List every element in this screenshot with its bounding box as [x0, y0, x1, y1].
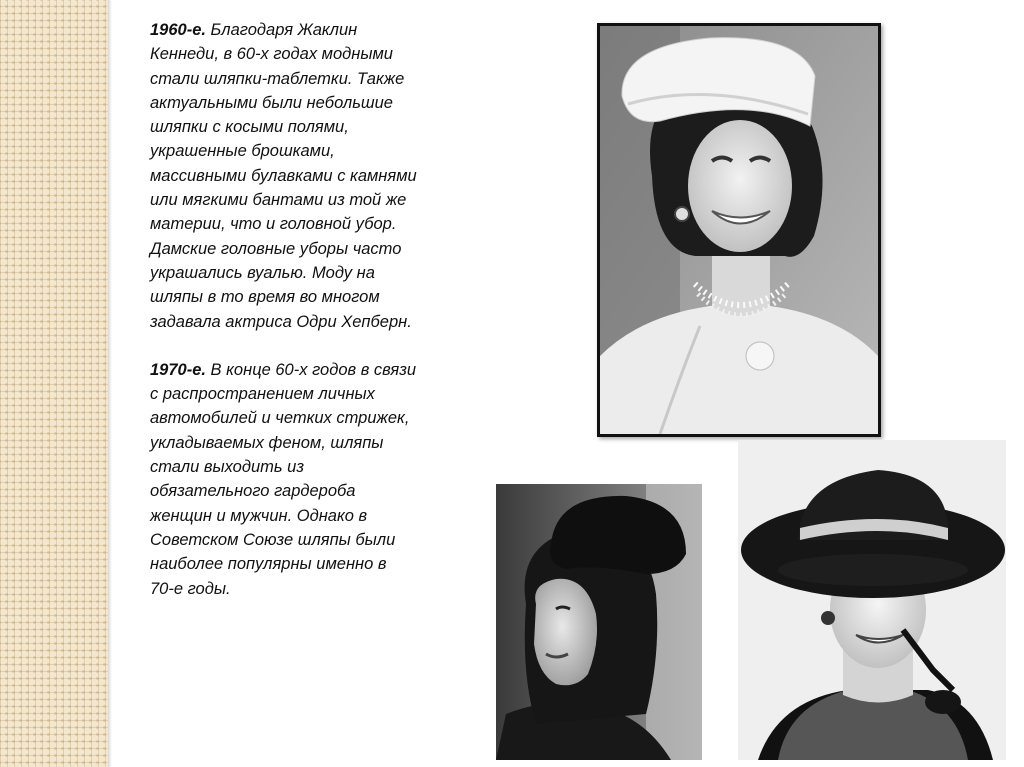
text-line: шляпки с косыми полями,: [150, 118, 349, 137]
text-line: актуальными были небольшие: [150, 93, 393, 112]
text-line: с распространением личных: [150, 385, 375, 404]
text-line: Кеннеди, в 60-х годах модными: [150, 45, 393, 64]
text-line: 70-е годы.: [150, 579, 231, 598]
text-line: укладываемых феном, шляпы: [150, 433, 384, 452]
text-line: обязательного гардероба: [150, 482, 356, 501]
text-line: женщин и мужчин. Однако в: [150, 506, 368, 525]
paragraph-1970s: [150, 358, 480, 601]
paragraph-1960s-line-1: [150, 18, 480, 42]
text-line: задавала актриса Одри Хепберн.: [150, 312, 412, 331]
text-line: шляпы в то время во многом: [150, 288, 380, 307]
text-line: Благодаря Жаклин: [205, 21, 358, 39]
paragraph-1960s: [150, 18, 480, 334]
text-line: или мягкими бантами из той же: [150, 191, 407, 210]
text-line: украшенные брошками,: [150, 142, 335, 161]
heading-1960s: 1960-е.: [150, 21, 206, 39]
text-line: Советском Союзе шляпы были: [150, 530, 396, 549]
text-line: массивными булавками с камнями: [150, 166, 417, 185]
photo-audrey-hepburn-wide-hat: [738, 440, 1006, 760]
text-line: стали шляпки-таблетки. Также: [150, 69, 405, 88]
article-text: [150, 18, 480, 601]
side-strip-shadow: [108, 0, 112, 767]
paragraph-1970s-line-1: [150, 358, 480, 382]
heading-1970s: 1970-е.: [150, 360, 206, 379]
decorative-side-strip: [0, 0, 108, 767]
photo-jackie-kennedy-pillbox-hat: [597, 23, 881, 437]
text-line: автомобилей и четких стрижек,: [150, 409, 410, 428]
text-line: В конце 60-х годов в связи: [205, 360, 417, 379]
photo-jackie-kennedy-beret: [496, 484, 702, 760]
text-line: стали выходить из: [150, 458, 305, 477]
text-line: Дамские головные уборы часто: [150, 239, 402, 258]
text-line: украшались вуалью. Моду на: [150, 263, 375, 282]
text-line: наиболее популярны именно в: [150, 555, 387, 574]
text-line: материи, что и головной убор.: [150, 215, 397, 234]
